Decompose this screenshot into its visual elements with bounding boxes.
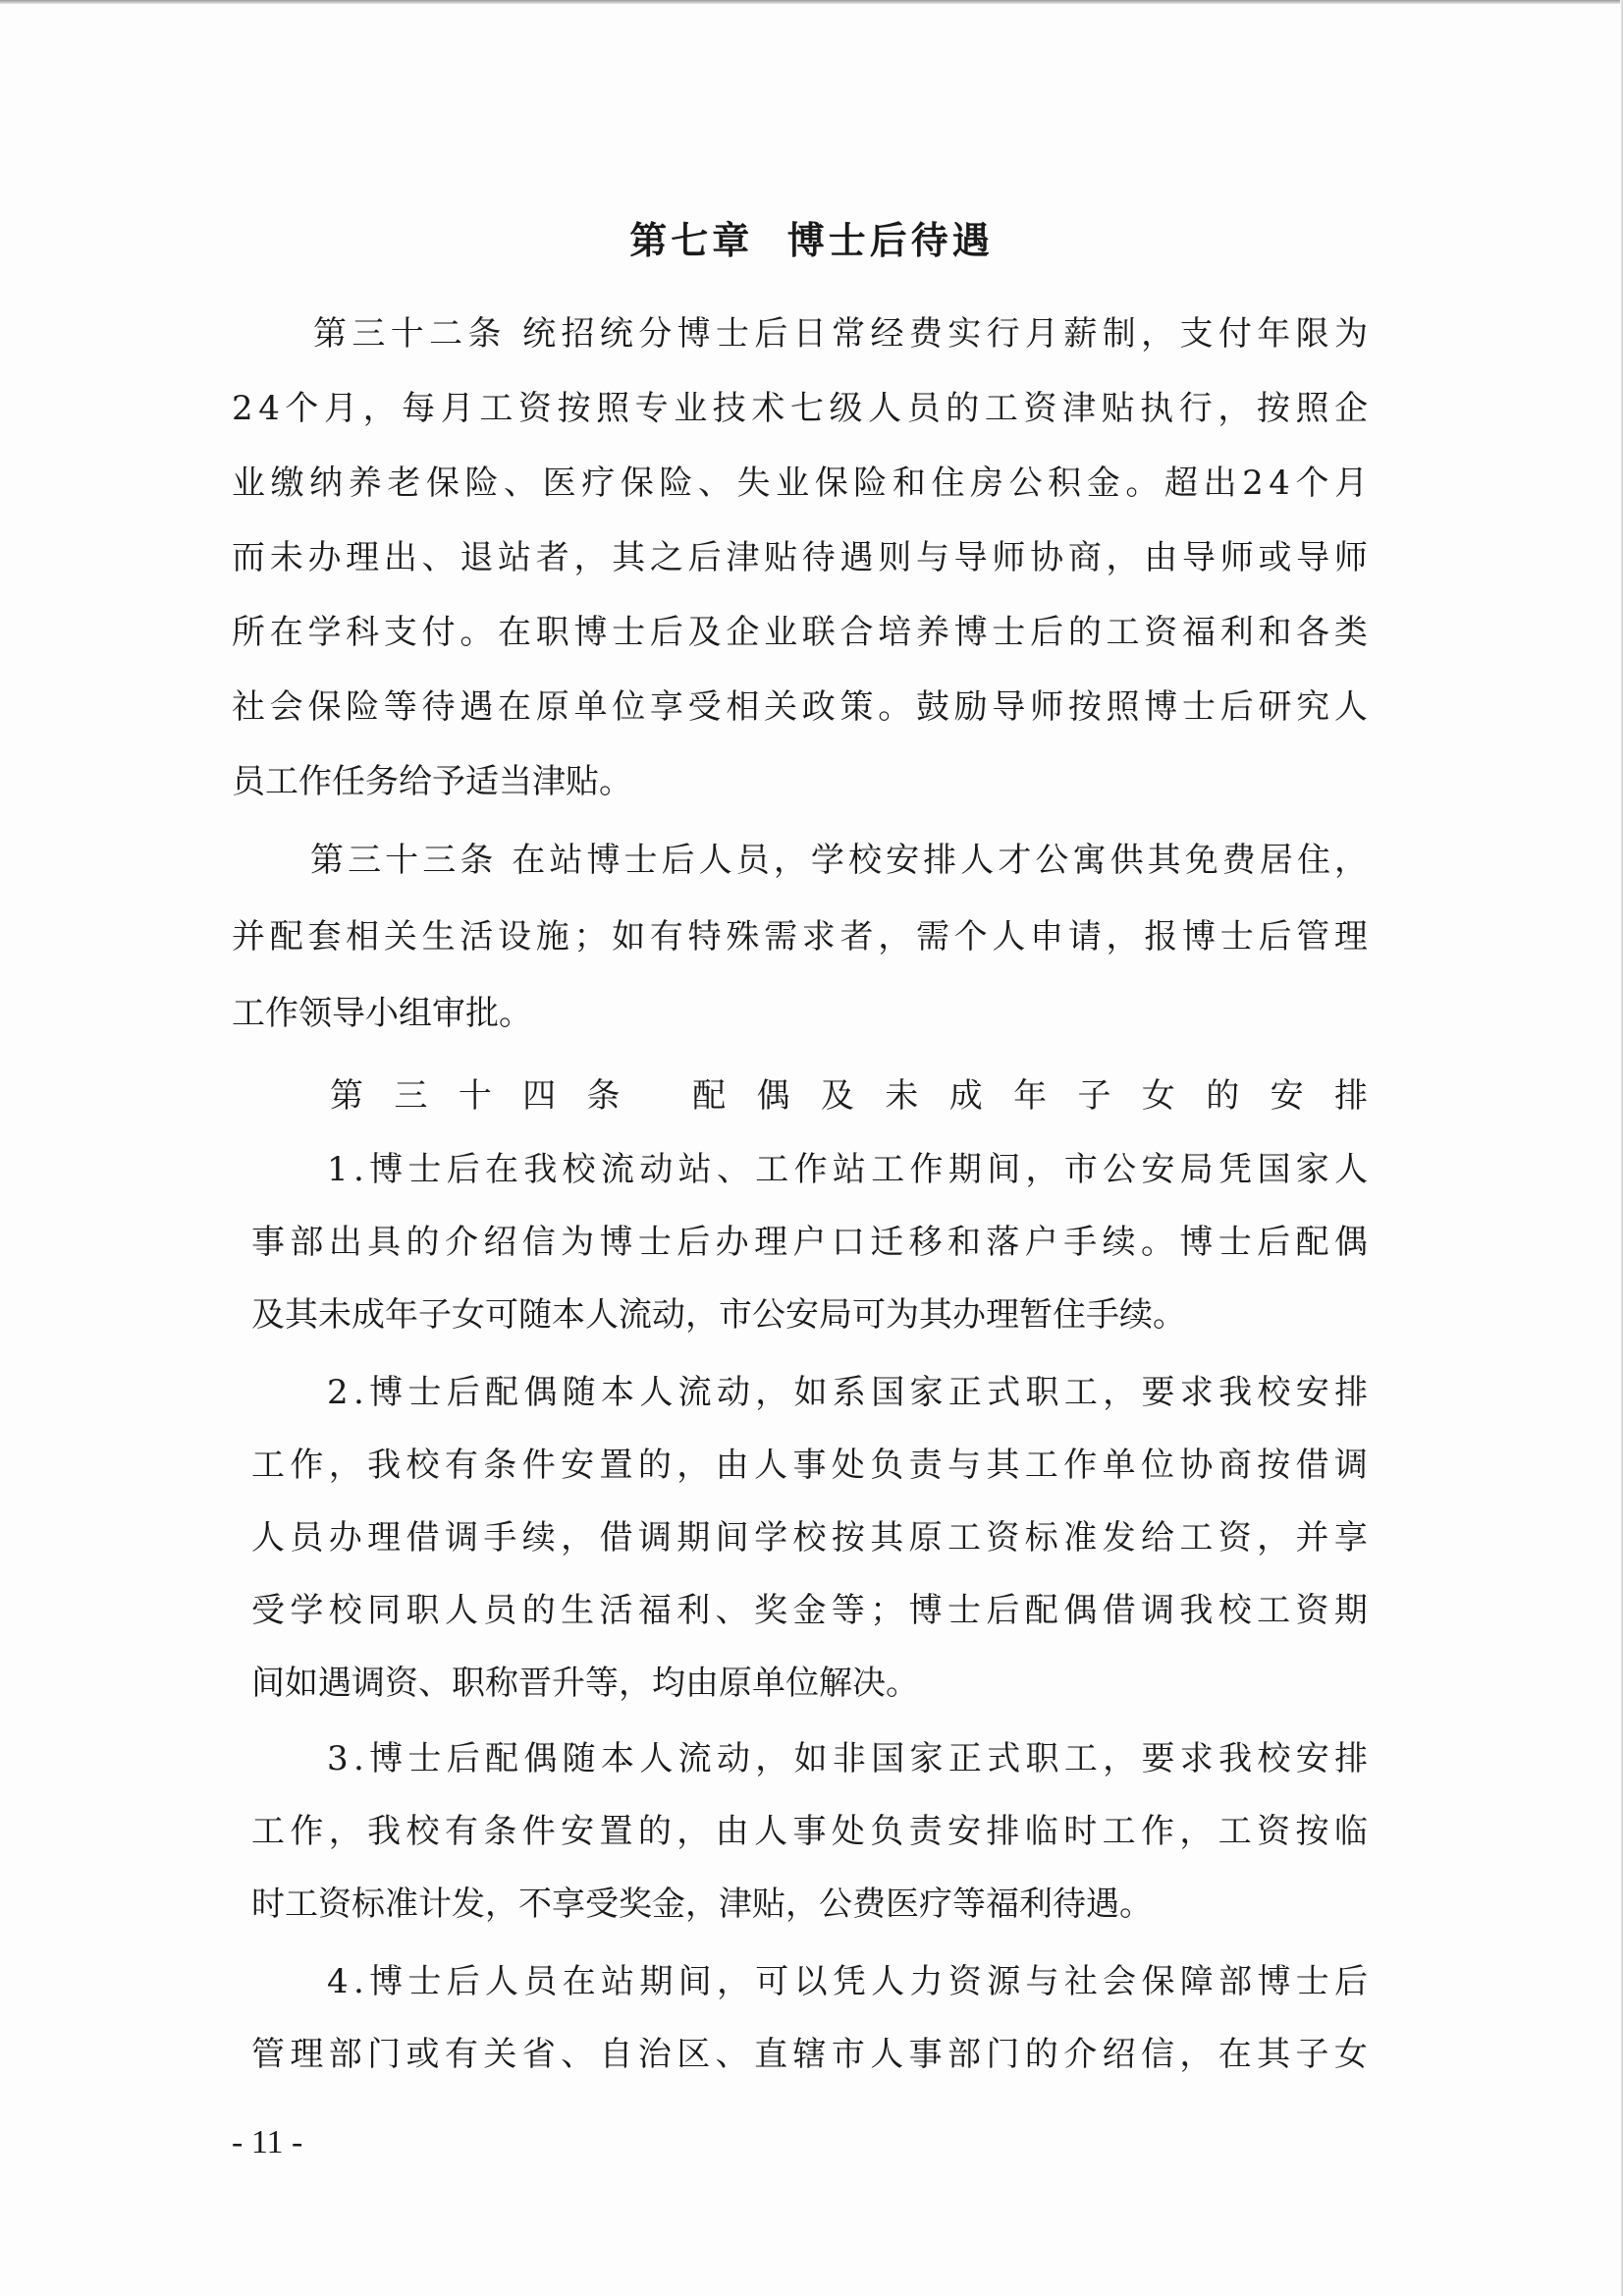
text-line: 并配套相关生活设施；如有特殊需求者，需个人申请，报博士后管理 [232,917,1373,957]
text-line: 24个月，每月工资按照专业技术七级人员的工资津贴执行，按照企 [232,389,1374,428]
page-number: - 11 - [232,2124,303,2160]
text-line: 受学校同职人员的生活福利、奖金等；博士后配偶借调我校工资期 [251,1591,1374,1630]
text-line: 第三十二条 统招统分博士后日常经费实行月薪制，支付年限为 [313,314,1374,354]
text-line: 人员办理借调手续，借调期间学校按其原工资标准发给工资，并享 [251,1518,1374,1558]
scan-top-edge [0,0,1623,4]
text-line: 员工作任务给予适当津贴。 [232,762,632,801]
text-line: 而未办理出、退站者，其之后津贴待遇则与导师协商，由导师或导师 [232,538,1373,577]
text-line: 社会保险等待遇在原单位享受相关政策。鼓励导师按照博士后研究人 [232,687,1373,727]
text-line: 及其未成年子女可随本人流动，市公安局可为其办理暂住手续。 [251,1295,1186,1335]
text-line: 3.博士后配偶随本人流动，如非国家正式职工，要求我校安排 [327,1739,1374,1778]
text-line: 4.博士后人员在站期间，可以凭人力资源与社会保障部博士后 [327,1962,1374,2001]
text-line: 时工资标准计发，不享受奖金，津贴，公费医疗等福利待遇。 [251,1885,1153,1924]
text-line: 事部出具的介绍信为博士后办理户口迁移和落户手续。博士后配偶 [251,1223,1374,1262]
text-line: 工作，我校有条件安置的，由人事处负责与其工作单位协商按借调 [251,1446,1374,1485]
chapter-title: 第七章 博士后待遇 [629,218,994,262]
text-line: 管理部门或有关省、自治区、直辖市人事部门的介绍信，在其子女 [251,2035,1374,2074]
text-line: 第三十四条 配偶及未成年子女的安排 [330,1076,1399,1116]
text-line: 所在学科支付。在职博士后及企业联合培养博士后的工资福利和各类 [232,613,1373,652]
text-line: 工作，我校有条件安置的，由人事处负责安排临时工作，工资按临 [251,1812,1374,1851]
text-line: 工作领导小组审批。 [232,994,532,1033]
text-line: 间如遇调资、职称晋升等，均由原单位解决。 [251,1664,919,1703]
text-line: 2.博士后配偶随本人流动，如系国家正式职工，要求我校安排 [327,1373,1374,1412]
text-line: 第三十三条 在站博士后人员，学校安排人才公寓供其免费居住， [310,841,1373,880]
text-line: 1.博士后在我校流动站、工作站工作期间，市公安局凭国家人 [327,1150,1374,1189]
text-line: 业缴纳养老保险、医疗保险、失业保险和住房公积金。超出24个月 [232,464,1374,503]
